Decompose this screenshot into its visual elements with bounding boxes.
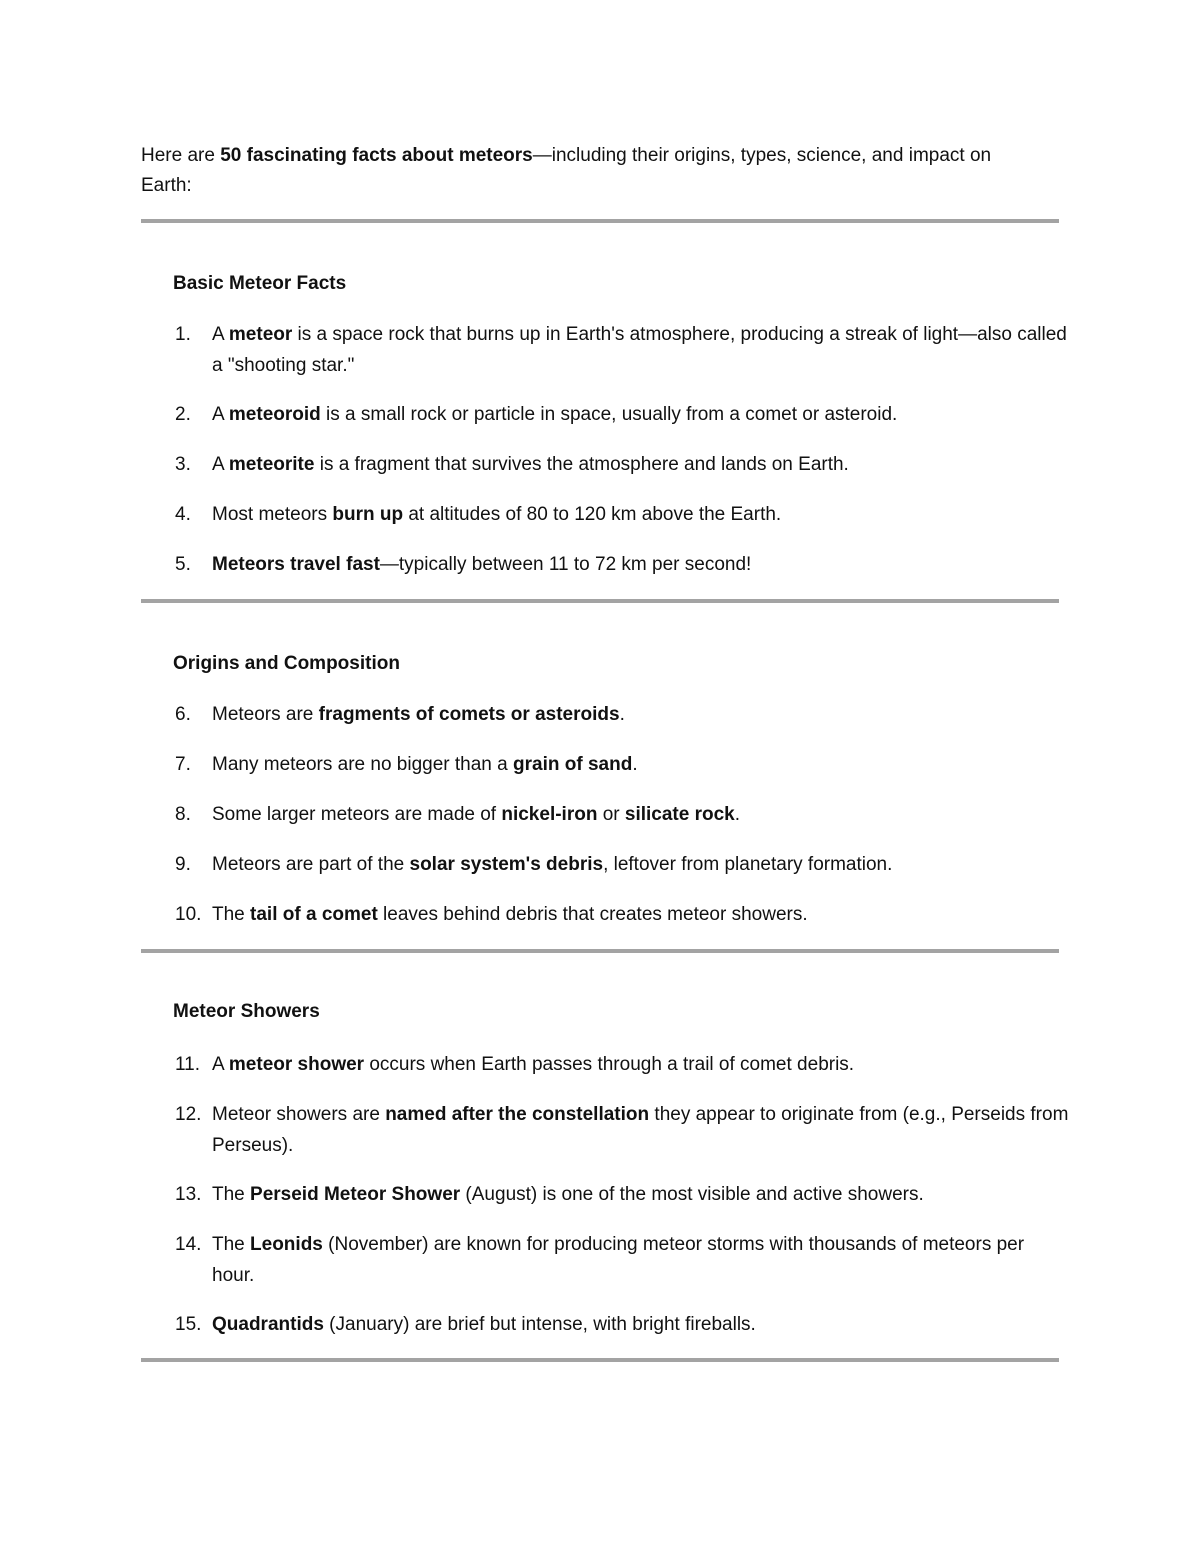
- list-item-text: [212, 699, 1070, 730]
- list-number: 8.: [175, 804, 191, 825]
- list-item-text: [212, 1309, 1070, 1340]
- list-number: 2.: [175, 404, 191, 425]
- text-run: A: [212, 454, 229, 475]
- list-item-text: [212, 319, 1070, 381]
- horizontal-rule: [141, 219, 1059, 223]
- horizontal-rule: [141, 1358, 1059, 1362]
- list-item-text: [212, 1099, 1070, 1161]
- bold-term: meteoroid: [228, 404, 321, 425]
- list-item-text: [212, 499, 1070, 530]
- list-item-text: [212, 799, 1070, 830]
- horizontal-rule: [141, 949, 1059, 953]
- text-run: .: [619, 704, 625, 725]
- text-run: is a space rock that burns up in Earth's atmosphere, producing a streak of light—also called a "shooting star.": [212, 324, 1067, 376]
- bold-term: solar system's debris: [409, 854, 604, 875]
- intro-text: Here are: [141, 145, 221, 166]
- bold-term: fragments of comets or asteroids: [318, 704, 620, 725]
- list-number: 4.: [175, 504, 191, 525]
- text-run: Most meteors: [212, 504, 333, 525]
- list-number: 15.: [175, 1314, 202, 1335]
- list-number: 14.: [175, 1234, 202, 1255]
- list-number: 10.: [175, 904, 202, 925]
- text-run: (November) are known for producing meteor storms with thousands of meteors per hour.: [212, 1234, 1025, 1286]
- intro-paragraph: [141, 141, 1041, 201]
- text-run: at altitudes of 80 to 120 km above the Earth.: [403, 504, 782, 525]
- text-run: Meteors are: [212, 704, 319, 725]
- list-number: 11.: [175, 1054, 201, 1075]
- text-run: , leftover from planetary formation.: [603, 854, 893, 875]
- list-number: 3.: [175, 454, 191, 475]
- list-number: 5.: [175, 554, 191, 575]
- text-run: .: [734, 804, 741, 825]
- text-run: Many meteors are no bigger than a: [212, 754, 514, 775]
- text-run: Meteors are part of the: [212, 854, 410, 875]
- text-run: (August) is one of the most visible and active showers.: [460, 1184, 924, 1205]
- section-heading: Meteor Showers: [173, 1001, 320, 1022]
- list-number: 1.: [175, 324, 191, 345]
- text-run: occurs when Earth passes through a trail of comet debris.: [364, 1054, 855, 1075]
- list-number: 13.: [175, 1184, 202, 1205]
- list-number: 6.: [175, 704, 191, 725]
- text-run: The: [212, 1234, 251, 1255]
- bold-term: Leonids: [250, 1234, 323, 1255]
- bold-term: tail of a comet: [250, 904, 378, 925]
- list-item-text: [212, 399, 1070, 430]
- list-item-text: [212, 849, 1070, 880]
- text-run: (January) are brief but intense, with bright fireballs.: [323, 1314, 756, 1335]
- text-run: —typically between 11 to 72 km per second!: [379, 554, 752, 575]
- list-item-text: [212, 1049, 1070, 1080]
- text-run: they appear to originate from (e.g., Perseids from Perseus).: [212, 1104, 1069, 1156]
- list-item-text: [212, 749, 1070, 780]
- bold-term: silicate rock: [624, 804, 735, 825]
- bold-term: burn up: [332, 504, 404, 525]
- bold-term: Quadrantids: [212, 1314, 324, 1335]
- text-run: or: [597, 804, 625, 825]
- bold-term: meteor shower: [228, 1054, 365, 1075]
- text-run: .: [632, 754, 638, 775]
- horizontal-rule: [141, 599, 1059, 603]
- list-item-text: [212, 899, 1070, 930]
- text-run: The: [212, 1184, 251, 1205]
- text-run: Some larger meteors are made of: [212, 804, 502, 825]
- list-item-text: [212, 1229, 1070, 1291]
- intro-text-end: —including their origins, types, science, and impact on Earth:: [141, 145, 992, 196]
- text-run: The: [212, 904, 251, 925]
- bold-term: grain of sand: [513, 754, 633, 775]
- bold-term: meteorite: [228, 454, 315, 475]
- bold-term: nickel-iron: [501, 804, 598, 825]
- text-run: is a fragment that survives the atmosphere and lands on Earth.: [314, 454, 849, 475]
- list-number: 9.: [175, 854, 191, 875]
- text-run: A: [212, 324, 229, 345]
- text-run: leaves behind debris that creates meteor showers.: [377, 904, 808, 925]
- bold-term: Meteors travel fast: [212, 554, 380, 575]
- list-item-text: [212, 449, 1070, 480]
- text-run: A: [212, 404, 229, 425]
- intro-bold: 50 fascinating facts about meteors: [220, 145, 533, 166]
- bold-term: meteor: [228, 324, 293, 345]
- list-item-text: [212, 1179, 1070, 1210]
- text-run: is a small rock or particle in space, usually from a comet or asteroid.: [320, 404, 898, 425]
- text-run: A: [212, 1054, 229, 1075]
- text-run: Meteor showers are: [212, 1104, 386, 1125]
- section-heading: Origins and Composition: [173, 653, 400, 674]
- bold-term: Perseid Meteor Shower: [250, 1184, 461, 1205]
- list-number: 7.: [175, 754, 191, 775]
- section-heading: Basic Meteor Facts: [173, 273, 347, 294]
- list-number: 12.: [175, 1104, 202, 1125]
- bold-term: named after the constellation: [385, 1104, 650, 1125]
- list-item-text: [212, 549, 1070, 580]
